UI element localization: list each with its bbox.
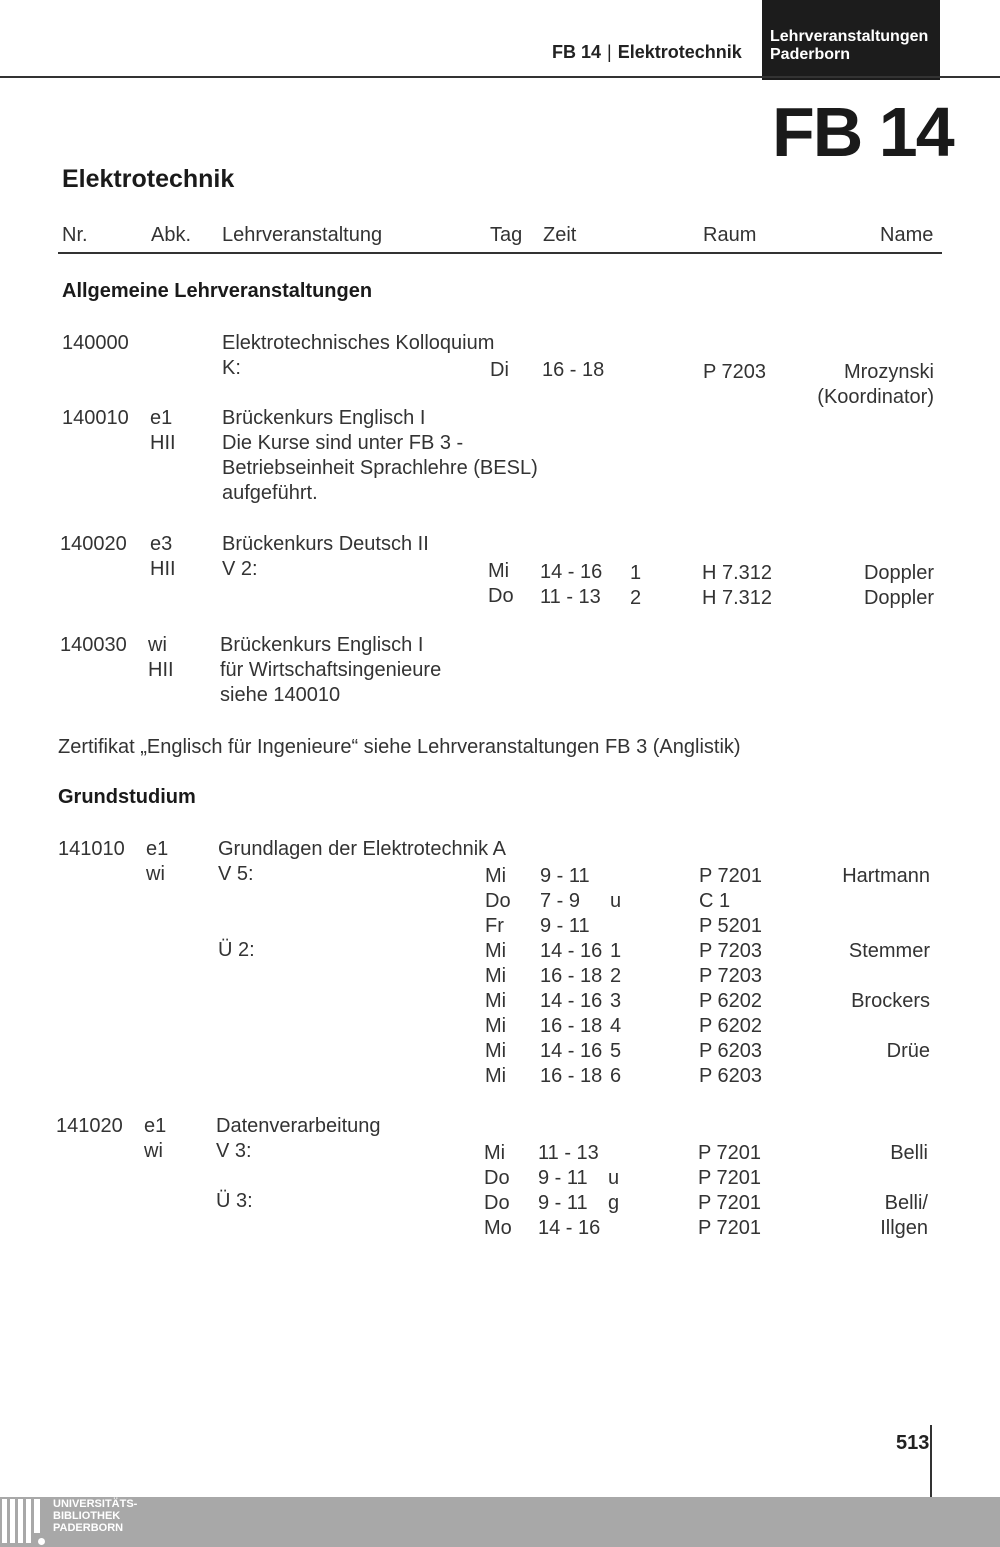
running-header <box>552 42 742 63</box>
logo-line3: PADERBORN <box>53 1522 124 1534</box>
row-raum: P 5201 <box>699 915 763 937</box>
course-title: Brückenkurs Englisch I <box>220 634 424 656</box>
course-title: Brückenkurs Englisch I <box>222 407 426 429</box>
course-nr: 140020 <box>60 533 127 555</box>
course-type: K: <box>222 357 241 379</box>
row-zeit: 11 - 13 <box>540 586 601 608</box>
row-zeit: 9 - 11 <box>540 865 590 887</box>
row-tag: Mi <box>488 560 510 582</box>
row-name: Stemmer <box>848 940 930 962</box>
row-raum: P 6203 <box>699 1040 763 1062</box>
row-raum: P 6202 <box>699 990 763 1012</box>
row-raum: P 7201 <box>698 1192 762 1214</box>
course-name-note: (Koordinator) <box>817 386 934 408</box>
col-lv: Lehrveranstaltung <box>222 224 383 246</box>
course-abk: e1 <box>150 407 173 429</box>
row-zeit: 16 - 18 <box>540 1015 603 1037</box>
library-logo-text <box>53 1498 137 1534</box>
row-grp: g <box>608 1192 620 1214</box>
row-grp: 2 <box>630 587 642 609</box>
row-raum: P 7201 <box>699 865 763 887</box>
col-nr: Nr. <box>62 224 88 246</box>
row-raum: P 7201 <box>698 1217 762 1239</box>
course-abk: e1 <box>146 838 169 860</box>
header-separator: | <box>607 42 612 62</box>
course-title: Grundlagen der Elektrotechnik A <box>218 838 506 860</box>
course-nr: 140030 <box>60 634 127 656</box>
course-zeit: 16 - 18 <box>542 359 605 381</box>
col-raum: Raum <box>703 224 757 246</box>
col-tag: Tag <box>490 224 523 246</box>
row-zeit: 14 - 16 <box>540 940 603 962</box>
course-abk: e3 <box>150 533 173 555</box>
row-raum: P 7201 <box>698 1167 762 1189</box>
course-note: Betriebseinheit Sprachlehre (BESL) <box>222 457 538 479</box>
course-abk: HII <box>150 432 176 454</box>
row-tag: Mi <box>485 940 507 962</box>
course-type: Ü 2: <box>218 939 255 961</box>
col-zeit: Zeit <box>543 224 577 246</box>
course-type: V 3: <box>216 1140 252 1162</box>
row-name: Illgen <box>880 1217 928 1239</box>
header-fb: FB 14 <box>552 42 602 62</box>
footer-bar <box>0 1497 1000 1547</box>
row-zeit: 7 - 9 <box>540 890 581 912</box>
course-tag: Di <box>490 359 509 381</box>
row-raum: P 6202 <box>699 1015 763 1037</box>
course-nr: 141010 <box>58 838 125 860</box>
row-zeit: 14 - 16 <box>540 561 603 583</box>
row-grp: u <box>610 890 622 912</box>
row-name: Hartmann <box>842 865 930 887</box>
row-zeit: 9 - 11 <box>538 1167 588 1189</box>
row-zeit: 14 - 16 <box>540 990 603 1012</box>
row-raum: P 7203 <box>699 965 763 987</box>
course-abk: HII <box>148 659 174 681</box>
row-raum: P 6203 <box>699 1065 763 1087</box>
course-nr: 141020 <box>56 1115 123 1137</box>
zertifikat-note: Zertifikat „Englisch für Ingenieure“ siehe Lehrveranstaltungen FB 3 (Anglistik) <box>58 736 741 758</box>
row-zeit: 9 - 11 <box>540 915 590 937</box>
row-zeit: 16 - 18 <box>540 965 603 987</box>
course-nr: 140010 <box>62 407 129 429</box>
row-grp: u <box>608 1167 620 1189</box>
badge-line1: Lehrveranstaltungen <box>770 28 929 45</box>
row-tag: Do <box>485 890 511 912</box>
course-title: Brückenkurs Deutsch II <box>222 533 429 555</box>
course-name: Mrozynski <box>843 361 934 383</box>
course-note: aufgeführt. <box>222 482 318 504</box>
header-dept: Elektrotechnik <box>617 42 742 62</box>
row-zeit: 14 - 16 <box>538 1217 601 1239</box>
course-type: Ü 3: <box>216 1190 253 1212</box>
header-badge <box>762 0 940 80</box>
row-raum: P 7201 <box>698 1142 762 1164</box>
row-tag: Mi <box>485 1040 507 1062</box>
row-zeit: 16 - 18 <box>540 1065 603 1087</box>
row-tag: Mi <box>485 990 507 1012</box>
row-grp: 1 <box>610 940 622 962</box>
course-raum: P 7203 <box>703 361 767 383</box>
row-tag: Mi <box>485 965 507 987</box>
course-abk: wi <box>144 1140 163 1162</box>
row-tag: Fr <box>485 915 504 937</box>
badge-line2: Paderborn <box>770 46 851 63</box>
col-name: Name <box>880 224 934 246</box>
column-rule <box>58 252 942 254</box>
row-name: Belli/ <box>884 1192 928 1214</box>
course-type: V 5: <box>218 863 254 885</box>
row-grp: 5 <box>610 1040 622 1062</box>
page-number-rule <box>930 1425 932 1497</box>
row-tag: Mi <box>485 865 507 887</box>
heading-grundstudium: Grundstudium <box>58 786 196 808</box>
row-name: Doppler <box>863 587 934 609</box>
row-raum: P 7203 <box>699 940 763 962</box>
section-title: Elektrotechnik <box>62 165 235 193</box>
row-grp: 3 <box>610 990 622 1012</box>
row-tag: Do <box>488 585 514 607</box>
logo-line2: BIBLIOTHEK <box>53 1510 121 1522</box>
course-note: siehe 140010 <box>220 684 341 706</box>
row-grp: 2 <box>610 965 622 987</box>
row-raum: C 1 <box>699 890 731 912</box>
col-abk: Abk. <box>151 224 192 246</box>
logo-line1: UNIVERSITÄTS- <box>53 1498 138 1510</box>
row-tag: Mi <box>485 1015 507 1037</box>
course-title: Elektrotechnisches Kolloquium <box>222 332 495 354</box>
row-zeit: 9 - 11 <box>538 1192 588 1214</box>
course-note: Die Kurse sind unter FB 3 - <box>222 432 464 454</box>
course-note: für Wirtschaftsingenieure <box>220 659 442 681</box>
course-abk: wi <box>146 863 165 885</box>
row-zeit: 14 - 16 <box>540 1040 603 1062</box>
heading-allgemein: Allgemeine Lehrveranstaltungen <box>62 280 373 302</box>
row-name: Belli <box>890 1142 928 1164</box>
row-name: Brockers <box>851 990 930 1012</box>
row-tag: Mi <box>484 1142 506 1164</box>
row-tag: Do <box>484 1167 510 1189</box>
row-name: Doppler <box>863 562 934 584</box>
row-tag: Mo <box>484 1217 512 1239</box>
course-abk: HII <box>150 558 176 580</box>
row-grp: 4 <box>610 1015 622 1037</box>
course-title: Datenverarbeitung <box>216 1115 381 1137</box>
row-zeit: 11 - 13 <box>538 1142 599 1164</box>
header-rule <box>0 76 1000 78</box>
row-tag: Mi <box>485 1065 507 1087</box>
course-abk: e1 <box>144 1115 167 1137</box>
fb-big-title: FB 14 <box>772 93 953 171</box>
course-abk: wi <box>148 634 167 656</box>
row-raum: H 7.312 <box>702 562 773 584</box>
logo-dot-icon <box>38 1538 45 1545</box>
row-name: Drüe <box>886 1040 930 1062</box>
row-tag: Do <box>484 1192 510 1214</box>
row-raum: H 7.312 <box>702 587 773 609</box>
page-number: 513 <box>896 1432 930 1454</box>
course-type: V 2: <box>222 558 258 580</box>
row-grp: 6 <box>610 1065 622 1087</box>
row-grp: 1 <box>630 562 642 584</box>
course-nr: 140000 <box>62 332 129 354</box>
